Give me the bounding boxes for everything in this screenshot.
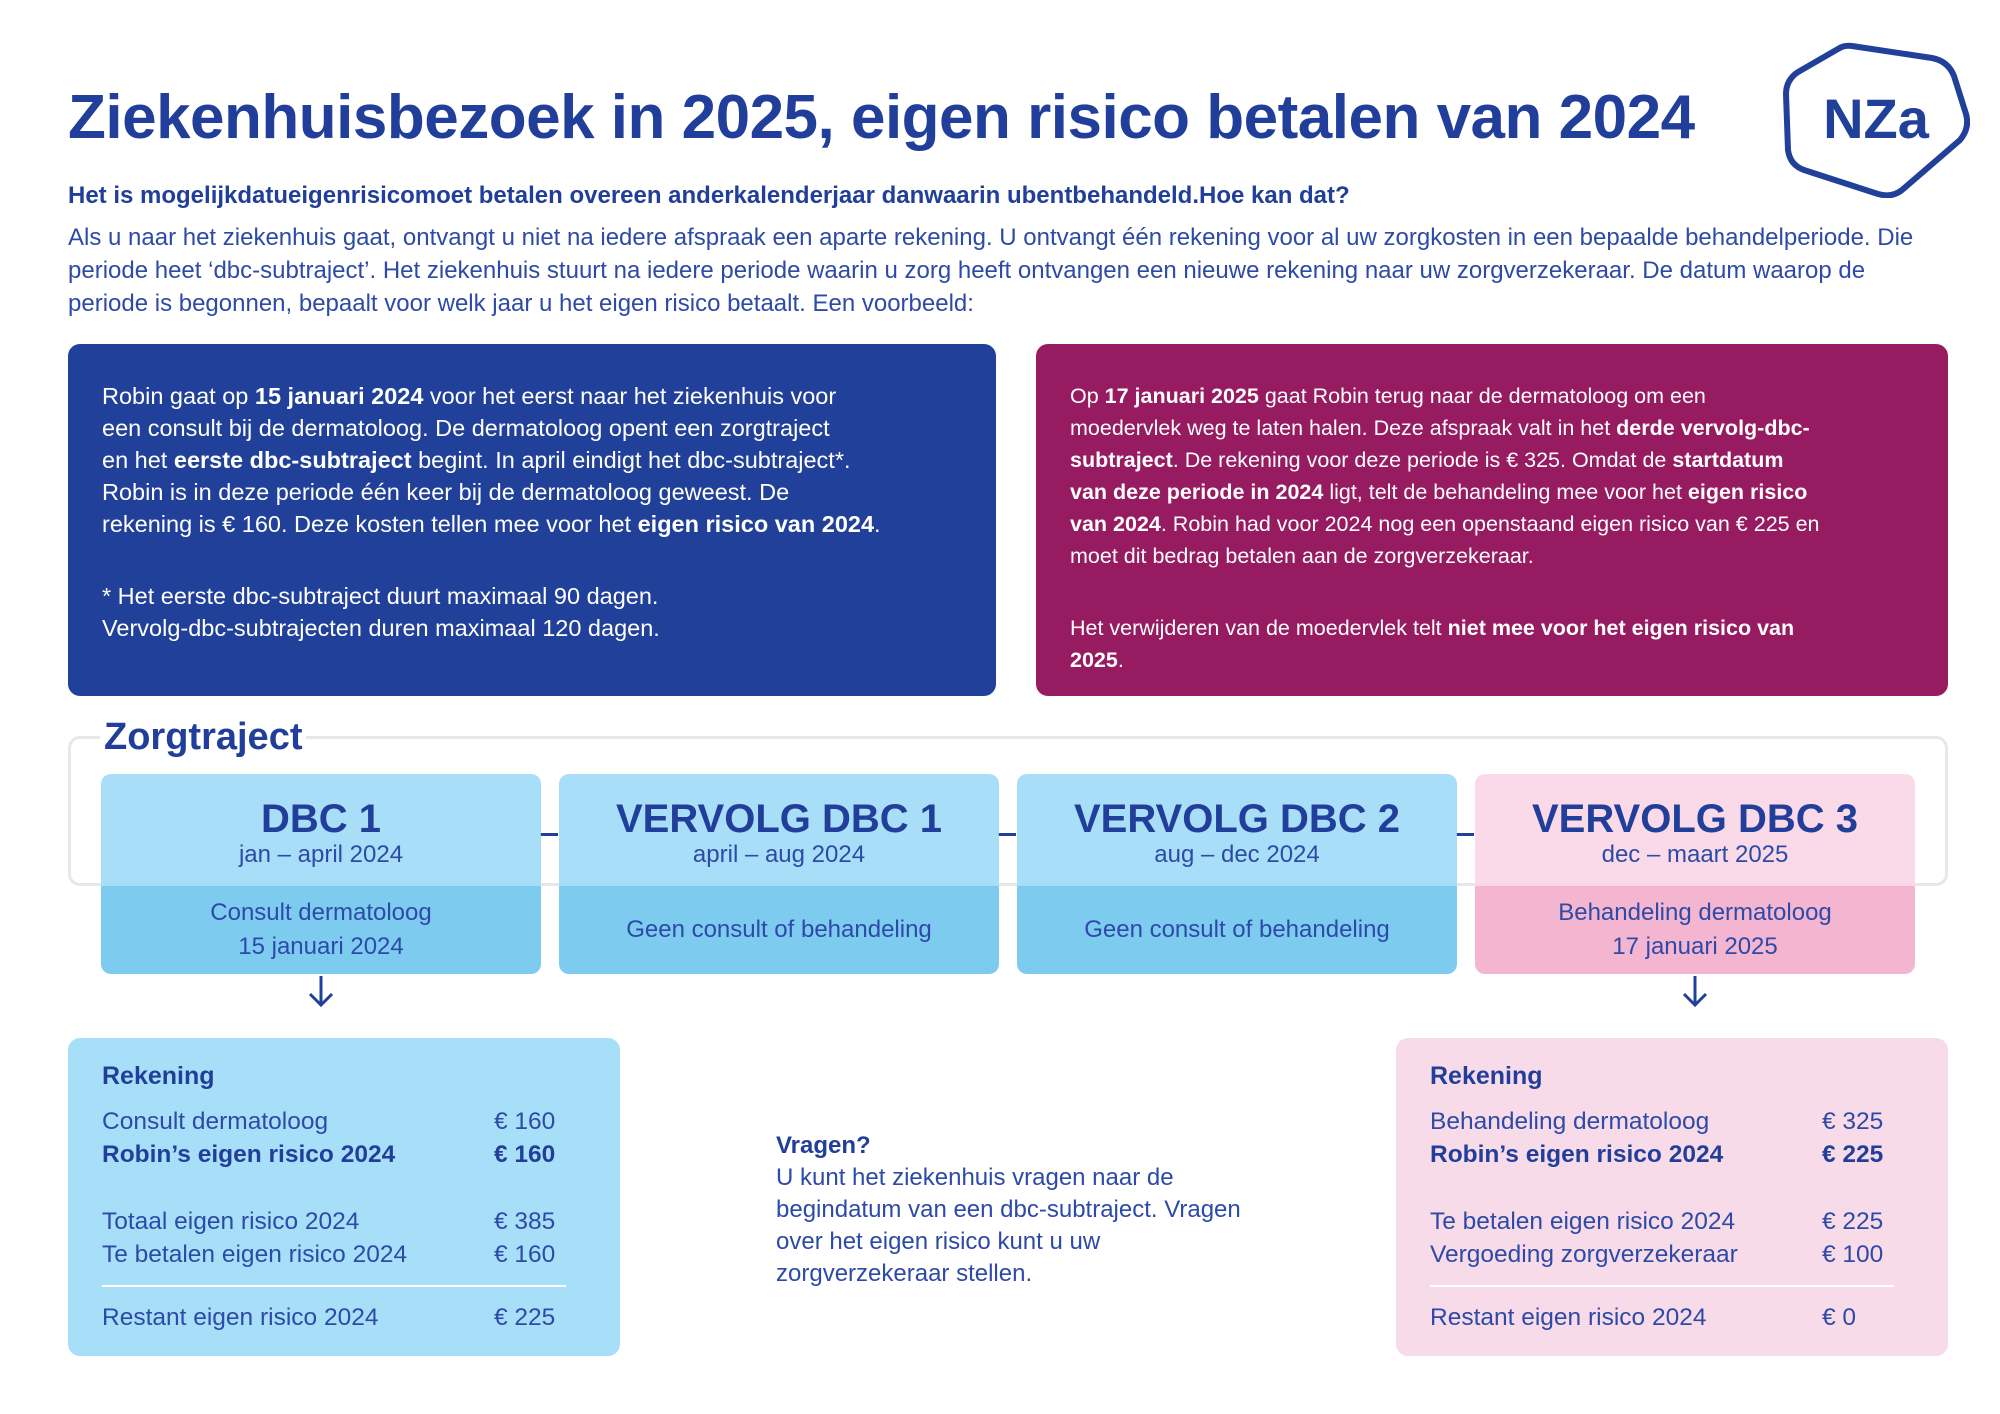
bill-row-amount: € 160 (494, 1141, 556, 1168)
bill-heading: Rekening (1430, 1062, 1543, 1090)
bill-row-label: Te betalen eigen risico 2024 (102, 1241, 408, 1268)
dbc-step-event: Consult dermatoloog (210, 899, 432, 926)
bill-row-amount: € 0 (1822, 1304, 1857, 1331)
nza-logo (1782, 40, 1970, 198)
bill-row-amount: € 225 (1822, 1141, 1884, 1168)
dbc-step-name: VERVOLG DBC 3 (1532, 797, 1858, 841)
bill-row-label: Vergoeding zorgverzekeraar (1430, 1241, 1738, 1268)
bill-row-label: Restant eigen risico 2024 (102, 1304, 379, 1331)
intro-paragraph: Als u naar het ziekenhuis gaat, ontvangt u niet na iedere afspraak een aparte rekening. U ontvangt één rekening voor al uw zorgkosten in een bepaalde behandelperiode. Die periode heet ‘dbc-subtraject’. Het ziekenhuis stuurt na iedere periode waarin u zorg heeft ontvangen een nieuwe rekening naar uw zorgverzekeraar. De datum waarop de periode is begonnen, bepaalt voor welk jaar u het eigen risico betaalt. Een voorbeeld: (68, 224, 1914, 317)
dbc-step-name: VERVOLG DBC 2 (1074, 797, 1400, 841)
dbc-step-3 (1017, 774, 1457, 974)
bill-row (1430, 1238, 1890, 1271)
bill-row (1430, 1105, 1890, 1138)
bill-row-label: Consult dermatoloog (102, 1108, 329, 1135)
arrow-down-icon (306, 974, 336, 1008)
example-2025-note: Het verwijderen van de moedervlek telt niet mee voor het eigen risico van 2025. (1070, 616, 1795, 672)
bill-row-label: Totaal eigen risico 2024 (102, 1208, 360, 1235)
dbc-step-period: aug – dec 2024 (1154, 841, 1320, 868)
bill-row-label: Robin’s eigen risico 2024 (1430, 1141, 1724, 1168)
dbc-step-event: Behandeling dermatoloog (1558, 899, 1832, 926)
subtitle: Het is mogelijkdatueigenrisicomoet betalen overeen anderkalenderjaar danwaarin ubentbehandeld.Hoe kan dat? (68, 182, 1350, 209)
arrow-down-icon (1680, 974, 1710, 1008)
bill-divider (102, 1285, 566, 1287)
dbc-step-event: Geen consult of behandeling (626, 916, 932, 943)
dbc-step-1 (101, 774, 541, 974)
dbc-step-event: Geen consult of behandeling (1084, 916, 1390, 943)
dbc-step-period: dec – maart 2025 (1601, 841, 1789, 868)
dbc-step-name: DBC 1 (260, 797, 382, 841)
bill-2025-treatment (1396, 1038, 1948, 1356)
bill-row-label: Behandeling dermatoloog (1430, 1108, 1710, 1135)
page-title: Ziekenhuisbezoek in 2025, eigen risico betalen van 2024 (68, 83, 1695, 152)
questions-block (776, 1130, 1276, 1290)
bill-row (102, 1138, 562, 1171)
example-2024-paragraph: Robin gaat op 15 januari 2024 voor het eerst naar het ziekenhuis voor een consult bij de dermatoloog. De dermatoloog opent een zorgtraject en het eerste dbc-subtraject begint. In april eindigt het dbc-subtraject*. Robin is in deze periode één keer bij de dermatoloog geweest. De rekening is € 160. Deze kosten tellen mee voor het eigen risico van 2024. (102, 383, 881, 537)
questions-body: U kunt het ziekenhuis vragen naar de begindatum van een dbc-subtraject. Vragen over het eigen risico kunt u uw zorgverzekeraar stellen. (776, 1164, 1241, 1287)
logo-text: NZa (1823, 87, 1929, 150)
bill-row (102, 1238, 562, 1271)
bill-row-amount: € 325 (1822, 1108, 1884, 1135)
bill-row-amount: € 225 (494, 1304, 556, 1331)
bill-row (102, 1205, 562, 1238)
example-2024-footnote: * Het eerste dbc-subtraject duurt maximaal 90 dagen. Vervolg-dbc-subtrajecten duren maximaal 120 dagen. (102, 583, 660, 641)
bill-total-row (1430, 1301, 1890, 1334)
example-2025-paragraph: Op 17 januari 2025 gaat Robin terug naar de dermatoloog om een moedervlek weg te laten halen. Deze afspraak valt in het derde vervolg-dbc- subtraject. De rekening voor deze periode is € 325. Omdat de startdatum van deze periode in 2024 ligt, telt de behandeling mee voor het eigen risico van 2024. Robin had voor 2024 nog een openstaand eigen risico van € 225 en moet dit bedrag betalen aan de zorgverzekeraar. (1070, 384, 1820, 568)
dbc-step-4 (1475, 774, 1915, 974)
bill-heading: Rekening (102, 1062, 215, 1090)
bill-row (1430, 1205, 1890, 1238)
bill-divider (1430, 1285, 1894, 1287)
bill-row-label: Restant eigen risico 2024 (1430, 1304, 1707, 1331)
example-box-2025 (1036, 344, 1948, 696)
bill-total-row (102, 1301, 562, 1334)
questions-heading: Vragen? (776, 1132, 871, 1159)
bill-row-amount: € 160 (494, 1108, 556, 1135)
bill-row-amount: € 160 (494, 1241, 556, 1268)
dbc-step-period: april – aug 2024 (692, 841, 866, 868)
example-box-2024 (68, 344, 996, 696)
timeline-connector (1456, 833, 1474, 836)
bill-row-label: Te betalen eigen risico 2024 (1430, 1208, 1736, 1235)
bill-row-amount: € 225 (1822, 1208, 1884, 1235)
bill-row-label: Robin’s eigen risico 2024 (102, 1141, 396, 1168)
timeline-connector (540, 833, 558, 836)
bill-row-amount: € 100 (1822, 1241, 1884, 1268)
zorgtraject-title: Zorgtraject (100, 716, 306, 759)
bill-row (102, 1105, 562, 1138)
dbc-step-event-date: 17 januari 2025 (1612, 933, 1778, 960)
dbc-step-2 (559, 774, 999, 974)
bill-2024-consult (68, 1038, 620, 1356)
timeline-connector (998, 833, 1016, 836)
dbc-step-period: jan – april 2024 (238, 841, 404, 868)
dbc-step-name: VERVOLG DBC 1 (616, 797, 942, 841)
bill-row-amount: € 385 (494, 1208, 556, 1235)
bill-row (1430, 1138, 1890, 1171)
dbc-step-event-date: 15 januari 2024 (238, 933, 404, 960)
